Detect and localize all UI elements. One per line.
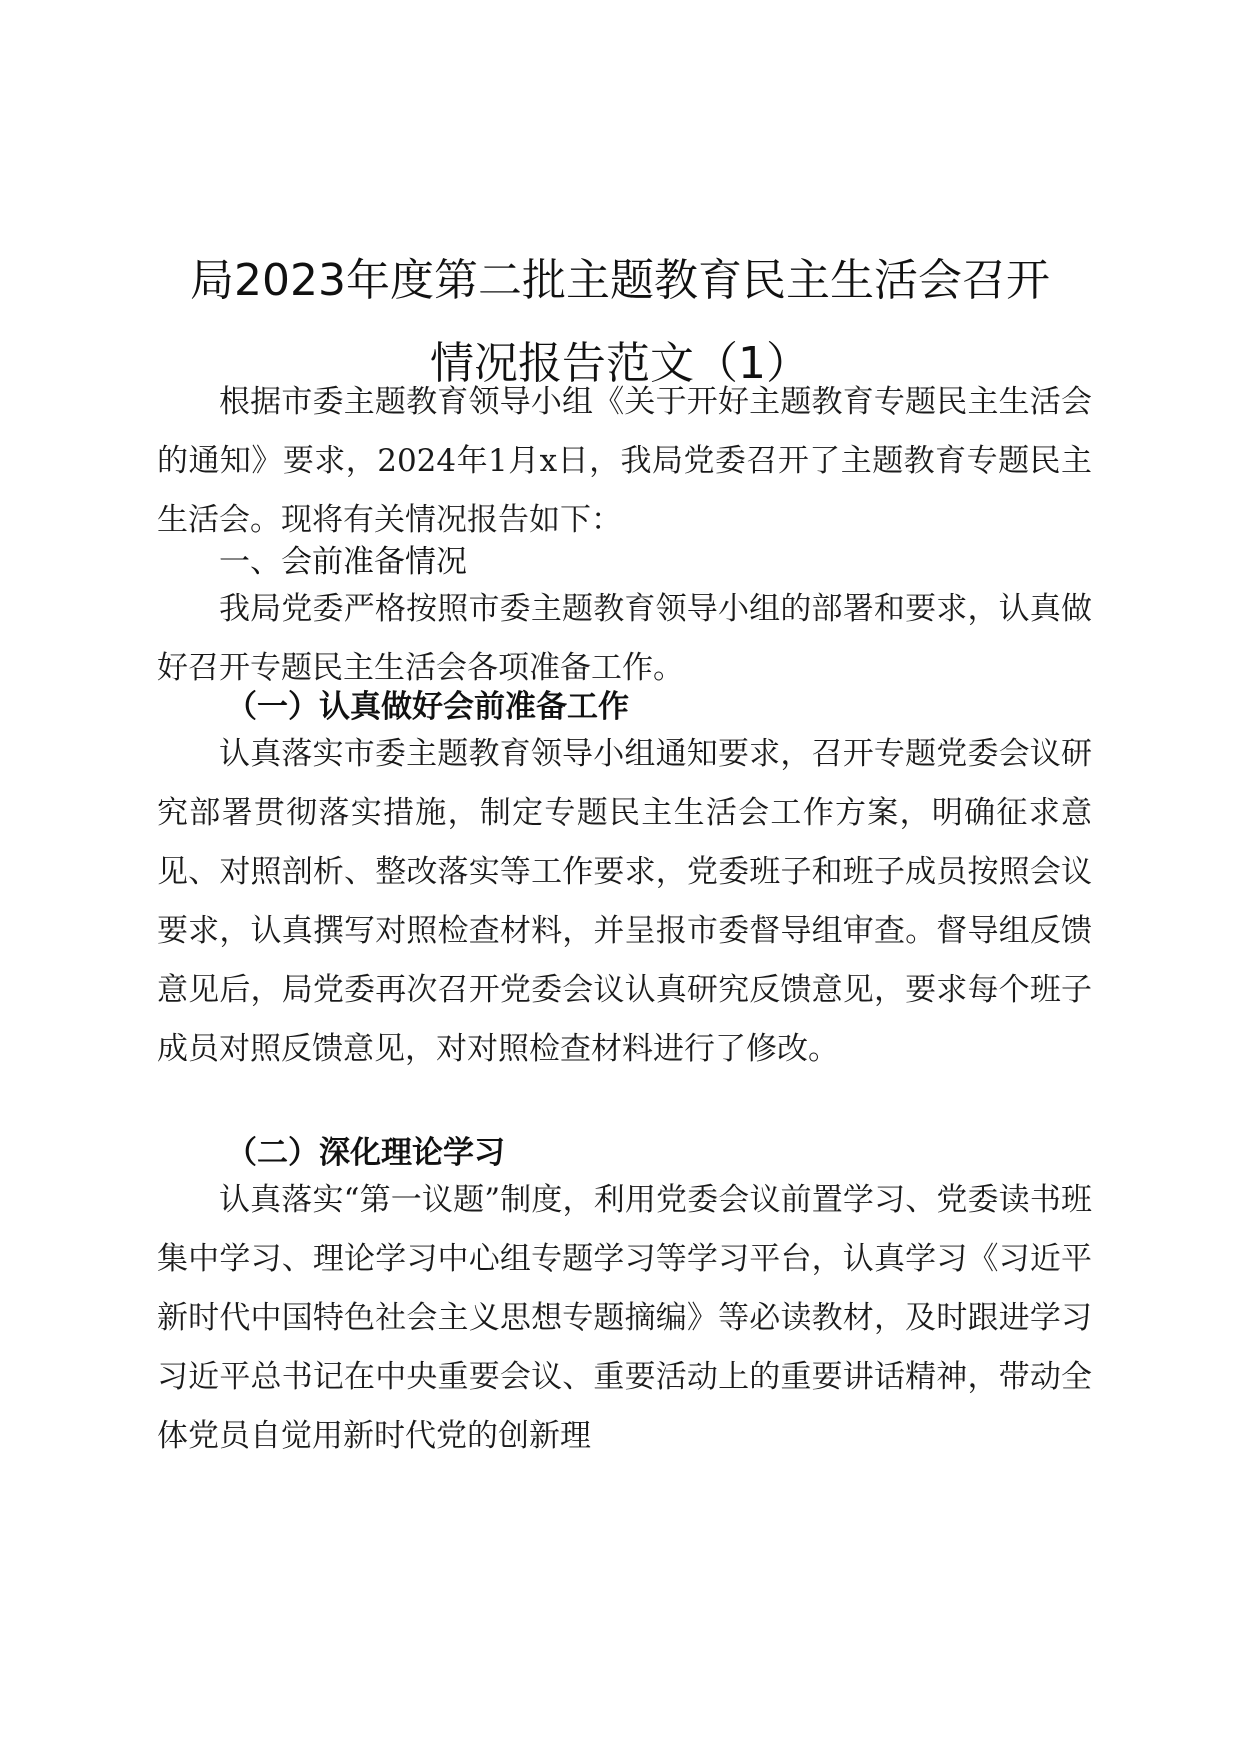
subsection-2-paragraph: 认真落实“第一议题”制度，利用党委会议前置学习、党委读书班集中学习、理论学习中心组专题学习等学习平台，认真学习《习近平新时代中国特色社会主义思想专题摘编》等必读教材，及时跟进学习习近平总书记在中央重要会议、重要活动上的重要讲话精神，带动全体党员自觉用新时代党的创新理 <box>157 1182 1092 1454</box>
subsection-1-heading: （一）认真做好会前准备工作 <box>226 689 629 725</box>
intro-paragraph: 根据市委主题教育领导小组《关于开好主题教育专题民主生活会的通知》要求，2024年1月x日，我局党委召开了主题教育专题民主生活会。现将有关情况报告如下： <box>157 384 1092 538</box>
subsection-2-heading: （二）深化理论学习 <box>226 1135 505 1171</box>
document-title-line-2: 情况报告范文（1） <box>430 338 810 389</box>
section-1-paragraph: 我局党委严格按照市委主题教育领导小组的部署和要求，认真做好召开专题民主生活会各项准备工作。 <box>157 591 1092 686</box>
section-1-heading: 一、会前准备情况 <box>219 544 467 580</box>
subsection-1-paragraph: 认真落实市委主题教育领导小组通知要求，召开专题党委会议研究部署贯彻落实措施，制定专题民主生活会工作方案，明确征求意见、对照剖析、整改落实等工作要求，党委班子和班子成员按照会议要求，认真撰写对照检查材料，并呈报市委督导组审查。督导组反馈意见后，局党委再次召开党委会议认真研究反馈意见，要求每个班子成员对照反馈意见，对对照检查材料进行了修改。 <box>157 736 1092 1067</box>
document-title-line-1: 局2023年度第二批主题教育民主生活会召开 <box>190 255 1050 306</box>
